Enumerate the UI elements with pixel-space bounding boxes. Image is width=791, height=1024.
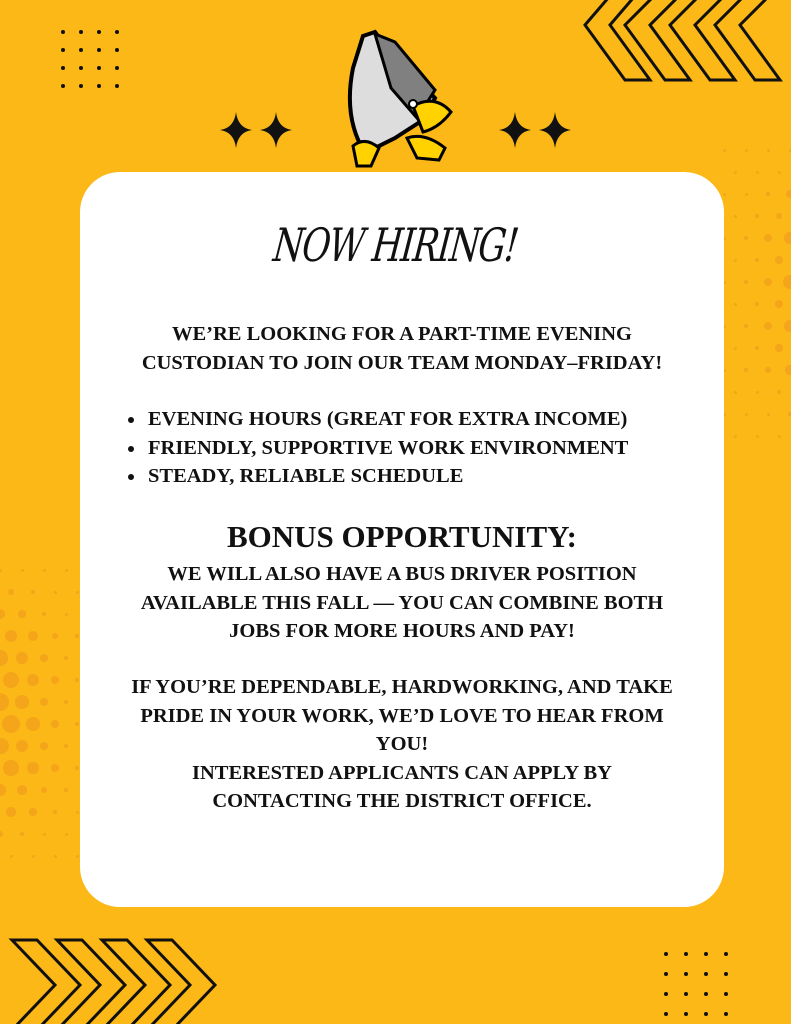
halftone-dot <box>42 612 47 617</box>
halftone-dot <box>764 234 772 242</box>
decor-dot <box>684 952 688 956</box>
halftone-dot <box>76 811 79 814</box>
halftone-dot <box>755 302 759 306</box>
list-item: • STEADY, RELIABLE SCHEDULE <box>146 462 628 491</box>
halftone-dot <box>0 650 8 665</box>
decor-dot <box>664 1012 668 1016</box>
decor-dot <box>79 30 83 34</box>
halftone-dot <box>0 831 3 837</box>
decor-dot <box>704 1012 708 1016</box>
halftone-dot <box>76 855 79 858</box>
closing-line: IF YOU’RE DEPENDABLE, HARDWORKING, AND TAKE <box>131 676 673 698</box>
decor-dot <box>684 1012 688 1016</box>
decor-dot <box>115 66 119 70</box>
decor-dot <box>79 66 83 70</box>
halftone-dot <box>16 652 27 663</box>
halftone-dot <box>734 171 737 174</box>
halftone-dot <box>755 258 759 262</box>
bonus-line: AVAILABLE THIS FALL — YOU CAN COMBINE BOTH <box>140 591 664 614</box>
halftone-dot <box>755 214 758 217</box>
halftone-dot <box>64 744 68 748</box>
halftone-dot <box>65 569 68 572</box>
halftone-dot <box>8 589 14 595</box>
halftone-dot <box>75 634 78 637</box>
halftone-dot <box>777 390 782 395</box>
decor-dot <box>724 1012 728 1016</box>
chevron-pattern-bottom-left <box>0 930 230 1024</box>
benefits-list <box>118 405 628 491</box>
halftone-dot <box>18 610 25 617</box>
halftone-dot <box>786 190 791 197</box>
decor-dot <box>664 992 668 996</box>
eagle-mascot-logo <box>335 28 460 173</box>
halftone-dot <box>27 762 38 773</box>
halftone-dot <box>0 609 5 619</box>
halftone-dot <box>40 742 48 750</box>
halftone-dot <box>75 766 79 770</box>
halftone-dot <box>64 700 68 704</box>
halftone-dot <box>784 232 791 243</box>
halftone-dot <box>744 324 748 328</box>
sparkle-icon-right <box>497 110 577 150</box>
halftone-dot <box>775 300 784 309</box>
halftone-dot <box>41 787 47 793</box>
decor-dot <box>61 84 65 88</box>
halftone-dot <box>756 391 759 394</box>
halftone-dot <box>28 631 38 641</box>
decor-dot <box>79 48 83 52</box>
halftone-dot <box>75 678 79 682</box>
halftone-dot <box>767 149 770 152</box>
halftone-dot <box>723 193 726 196</box>
closing-line: CONTACTING THE DISTRICT OFFICE. <box>212 790 592 812</box>
halftone-dot <box>53 810 58 815</box>
now-hiring-title: NOW HIRING! <box>270 218 521 272</box>
halftone-dot <box>785 365 791 375</box>
halftone-dot <box>3 760 18 775</box>
halftone-dot <box>775 344 783 352</box>
halftone-dot <box>734 391 737 394</box>
halftone-dot <box>54 591 57 594</box>
decor-dot <box>664 952 668 956</box>
halftone-dot <box>5 630 18 643</box>
closing-line: INTERESTED APPLICANTS CAN APPLY BY <box>192 761 612 784</box>
halftone-dot <box>64 788 67 791</box>
halftone-dot <box>6 807 16 817</box>
halftone-dot <box>755 346 759 350</box>
decor-dot <box>724 952 728 956</box>
halftone-dot <box>745 413 748 416</box>
halftone-dot <box>21 569 24 572</box>
halftone-dot <box>75 722 79 726</box>
decor-dot <box>61 30 65 34</box>
decor-dot <box>684 992 688 996</box>
decor-dot <box>79 84 83 88</box>
bonus-text <box>80 560 724 646</box>
closing-text <box>80 673 724 816</box>
decor-dot <box>61 66 65 70</box>
list-item: • EVENING HOURS (GREAT FOR EXTRA INCOME) <box>146 405 628 434</box>
halftone-dot <box>756 171 759 174</box>
halftone-dot <box>26 717 39 730</box>
halftone-dot <box>40 698 49 707</box>
halftone-dot <box>766 192 771 197</box>
halftone-dot <box>2 715 20 733</box>
intro-line: CUSTODIAN TO JOIN OUR TEAM MONDAY–FRIDAY! <box>141 351 663 374</box>
halftone-dot <box>76 591 79 594</box>
halftone-dot <box>51 720 60 729</box>
halftone-dot <box>765 367 771 373</box>
intro-text <box>80 320 724 377</box>
halftone-dot <box>783 275 791 288</box>
halftone-dot <box>43 833 46 836</box>
decor-dot <box>724 992 728 996</box>
decor-dot <box>97 30 101 34</box>
halftone-dot <box>745 149 748 152</box>
decor-dot <box>61 48 65 52</box>
halftone-dot <box>767 413 770 416</box>
halftone-dot <box>10 855 13 858</box>
halftone-dot <box>784 320 791 333</box>
halftone-dot <box>32 855 35 858</box>
halftone-dot <box>0 784 6 797</box>
halftone-dot <box>3 672 20 689</box>
halftone-dot <box>734 347 737 350</box>
halftone-dot <box>776 213 782 219</box>
halftone-dot <box>0 738 9 755</box>
decor-dot <box>724 972 728 976</box>
halftone-dot <box>734 259 737 262</box>
halftone-dot <box>64 656 68 660</box>
decor-dot <box>704 952 708 956</box>
halftone-dot <box>54 855 57 858</box>
halftone-dot <box>65 833 68 836</box>
halftone-dot <box>65 613 68 616</box>
decor-dot <box>664 972 668 976</box>
halftone-dot <box>744 280 748 284</box>
halftone-dot <box>27 674 40 687</box>
halftone-dot <box>0 569 2 572</box>
decor-dot <box>115 48 119 52</box>
list-item: • FRIENDLY, SUPPORTIVE WORK ENVIRONMENT <box>146 434 628 463</box>
halftone-dot <box>734 215 737 218</box>
decor-dot <box>97 84 101 88</box>
halftone-dot <box>15 695 28 708</box>
decor-dot <box>115 84 119 88</box>
halftone-dot <box>0 693 9 711</box>
halftone-dot <box>778 435 781 438</box>
halftone-dot <box>744 236 748 240</box>
decor-dot <box>115 30 119 34</box>
halftone-dot <box>756 435 759 438</box>
halftone-dot <box>16 740 29 753</box>
halftone-dot <box>764 278 773 287</box>
chevron-pattern-top-right <box>580 0 791 90</box>
halftone-dot <box>51 764 59 772</box>
halftone-dot <box>745 193 748 196</box>
closing-line: YOU! <box>375 733 429 755</box>
halftone-dot <box>20 832 24 836</box>
halftone-dot <box>29 808 36 815</box>
halftone-dot <box>17 785 27 795</box>
halftone-dot <box>51 676 59 684</box>
halftone-dot <box>43 569 46 572</box>
halftone-dot <box>734 435 737 438</box>
halftone-dot <box>40 654 48 662</box>
halftone-dot <box>764 322 772 330</box>
bonus-line: WE WILL ALSO HAVE A BUS DRIVER POSITION <box>167 563 637 585</box>
decor-dot <box>684 972 688 976</box>
halftone-dot <box>52 633 58 639</box>
decor-dot <box>97 48 101 52</box>
halftone-dot <box>775 256 783 264</box>
bonus-heading: BONUS OPPORTUNITY: <box>226 519 577 554</box>
closing-line: PRIDE IN YOUR WORK, WE’D LOVE TO HEAR FROM <box>140 704 664 727</box>
decor-dot <box>97 66 101 70</box>
intro-line: WE’RE LOOKING FOR A PART-TIME EVENING <box>171 323 633 345</box>
decor-dot <box>704 972 708 976</box>
halftone-dot <box>734 303 737 306</box>
decor-dot <box>704 992 708 996</box>
halftone-dot <box>723 149 726 152</box>
halftone-dot <box>744 368 747 371</box>
bonus-line: JOBS FOR MORE HOURS AND PAY! <box>229 620 575 642</box>
halftone-dot <box>778 171 781 174</box>
halftone-dot <box>31 590 35 594</box>
sparkle-icon-left <box>218 110 298 150</box>
